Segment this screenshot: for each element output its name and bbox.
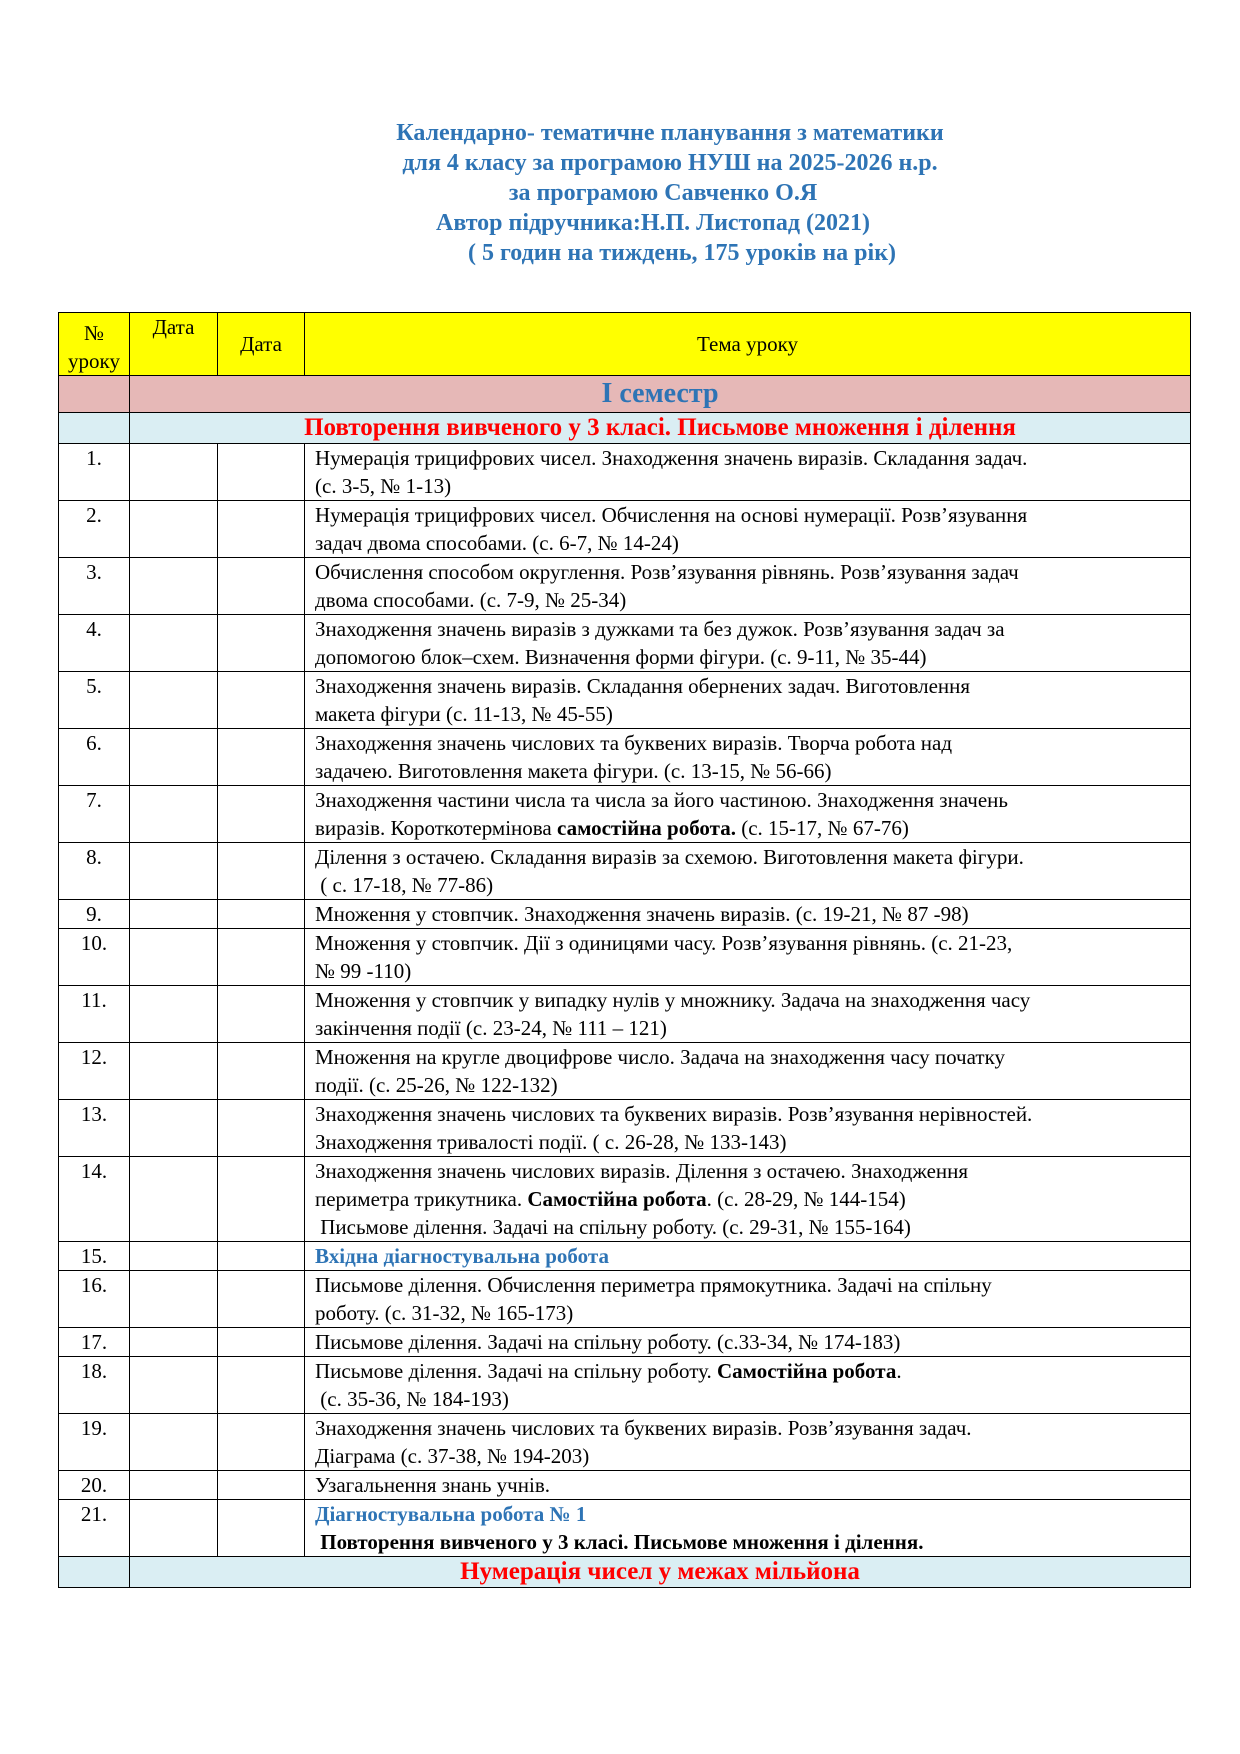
column-header-topic: Тема уроку bbox=[305, 313, 1191, 376]
semester-row bbox=[59, 376, 1191, 413]
section-row bbox=[59, 1557, 1191, 1588]
lesson-topic: Нумерація трицифрових чисел. Обчислення на основі нумерації. Розв’язування задач двома способами. (с. 6-7, № 14-24) bbox=[305, 501, 1191, 558]
lesson-topic: Ділення з остачею. Складання виразів за схемою. Виготовлення макета фігури. ( с. 17-18, № 77-86) bbox=[305, 843, 1191, 900]
lesson-topic: Множення у стовпчик. Знаходження значень виразів. (с. 19-21, № 87 -98) bbox=[305, 900, 1191, 929]
lesson-topic: Письмове ділення. Задачі на спільну роботу. Самостійна робота. (с. 35-36, № 184-193) bbox=[305, 1357, 1191, 1414]
lesson-number: 13. bbox=[59, 1100, 130, 1157]
lesson-number: 4. bbox=[59, 615, 130, 672]
lesson-topic: Знаходження значень числових та буквених виразів. Творча робота над задачею. Виготовлення макета фігури. (с. 13-15, № 56-66) bbox=[305, 729, 1191, 786]
lesson-topic: Множення у стовпчик у випадку нулів у множнику. Задача на знаходження часу закінчення події (с. 23-24, № 111 – 121) bbox=[305, 986, 1191, 1043]
lesson-number: 20. bbox=[59, 1471, 130, 1500]
lesson-number: 2. bbox=[59, 501, 130, 558]
lesson-topic: Знаходження значень виразів. Складання обернених задач. Виготовлення макета фігури (с. 11-13, № 45-55) bbox=[305, 672, 1191, 729]
diagnostic-work-title: Діагностувальна робота № 1 bbox=[315, 1502, 587, 1526]
lesson-number: 6. bbox=[59, 729, 130, 786]
header-program: за програмою Савченко О.Я bbox=[508, 180, 818, 206]
table-row bbox=[59, 615, 1191, 672]
table-row bbox=[59, 729, 1191, 786]
lesson-number: 3. bbox=[59, 558, 130, 615]
header-title-line1: Календарно- тематичне планування з математики bbox=[396, 120, 944, 146]
table-row bbox=[59, 444, 1191, 501]
section-title: Повторення вивченого у 3 класі. Письмове множення і ділення bbox=[130, 413, 1191, 444]
table-row bbox=[59, 929, 1191, 986]
header-title-line2: для 4 класу за програмою НУШ на 2025-2026 н.р. bbox=[402, 150, 938, 176]
independent-work-label: Самостійна робота bbox=[717, 1359, 897, 1383]
section-title: Нумерація чисел у межах мільйона bbox=[130, 1557, 1191, 1588]
independent-work-label: самостійна робота. bbox=[557, 816, 736, 840]
table-row bbox=[59, 1100, 1191, 1157]
table-header-row bbox=[59, 313, 1191, 376]
lesson-topic: Письмове ділення. Обчислення периметра прямокутника. Задачі на спільну роботу. (с. 31-32, № 165-173) bbox=[305, 1271, 1191, 1328]
lesson-number: 21. bbox=[59, 1500, 130, 1557]
lesson-topic: Знаходження значень виразів з дужками та без дужок. Розв’язування задач за допомогою блок–схем. Визначення форми фігури. (с. 9-11, № 35-44) bbox=[305, 615, 1191, 672]
column-header-date-1: Дата bbox=[130, 313, 218, 376]
lesson-number: 12. bbox=[59, 1043, 130, 1100]
lesson-number: 7. bbox=[59, 786, 130, 843]
header-hours: ( 5 годин на тиждень, 175 уроків на рік) bbox=[467, 240, 897, 266]
document-header bbox=[0, 118, 1240, 268]
lesson-number: 1. bbox=[59, 444, 130, 501]
lesson-topic: Знаходження значень числових та буквених виразів. Розв’язування задач. Діаграма (с. 37-38, № 194-203) bbox=[305, 1414, 1191, 1471]
lesson-topic: Обчислення способом округлення. Розв’язування рівнянь. Розв’язування задач двома способами. (с. 7-9, № 25-34) bbox=[305, 558, 1191, 615]
table-row bbox=[59, 1357, 1191, 1414]
lesson-number: 11. bbox=[59, 986, 130, 1043]
lesson-number: 16. bbox=[59, 1271, 130, 1328]
lesson-topic: Знаходження частини числа та числа за його частиною. Знаходження значень виразів. Короткотермінова самостійна робота. (с. 15-17, № 67-76) bbox=[305, 786, 1191, 843]
lesson-number: 9. bbox=[59, 900, 130, 929]
column-header-number: № уроку bbox=[59, 313, 130, 376]
table-row bbox=[59, 558, 1191, 615]
table-row bbox=[59, 501, 1191, 558]
lesson-topic: Нумерація трицифрових чисел. Знаходження значень виразів. Складання задач. (с. 3-5, № 1-13) bbox=[305, 444, 1191, 501]
table-row bbox=[59, 1271, 1191, 1328]
lesson-topic-diagnostic: Вхідна діагностувальна робота bbox=[305, 1242, 1191, 1271]
table-row bbox=[59, 986, 1191, 1043]
lesson-number: 15. bbox=[59, 1242, 130, 1271]
semester-title: І семестр bbox=[130, 376, 1191, 413]
table-row bbox=[59, 786, 1191, 843]
lesson-topic: Знаходження значень числових та буквених виразів. Розв’язування нерівностей. Знаходження тривалості події. ( с. 26-28, № 133-143) bbox=[305, 1100, 1191, 1157]
lesson-number: 19. bbox=[59, 1414, 130, 1471]
table-row bbox=[59, 1500, 1191, 1557]
table-row bbox=[59, 1043, 1191, 1100]
lesson-number: 18. bbox=[59, 1357, 130, 1414]
header-author: Автор підручника:Н.П. Листопад (2021) bbox=[436, 210, 870, 236]
column-header-date-2: Дата bbox=[218, 313, 305, 376]
lesson-topic: Множення у стовпчик. Дії з одиницями часу. Розв’язування рівнянь. (с. 21-23, № 99 -110) bbox=[305, 929, 1191, 986]
lesson-topic: Письмове ділення. Задачі на спільну роботу. (с.33-34, № 174-183) bbox=[305, 1328, 1191, 1357]
independent-work-label: Самостійна робота bbox=[527, 1187, 707, 1211]
lesson-number: 5. bbox=[59, 672, 130, 729]
lesson-topic: Діагностувальна робота № 1 Повторення вивченого у 3 класі. Письмове множення і ділення. bbox=[305, 1500, 1191, 1557]
lesson-topic: Множення на кругле двоцифрове число. Задача на знаходження часу початку події. (с. 25-26, № 122-132) bbox=[305, 1043, 1191, 1100]
lesson-number: 8. bbox=[59, 843, 130, 900]
lesson-topic: Знаходження значень числових виразів. Ділення з остачею. Знаходження периметра трикутника. Самостійна робота. (с. 28-29, № 144-154) Письмове ділення. Задачі на спільну роботу. (с. 29-31, № 155-164) bbox=[305, 1157, 1191, 1242]
table-row bbox=[59, 1157, 1191, 1242]
table-row bbox=[59, 1328, 1191, 1357]
table-row bbox=[59, 1414, 1191, 1471]
lesson-topic: Узагальнення знань учнів. bbox=[305, 1471, 1191, 1500]
lesson-number: 10. bbox=[59, 929, 130, 986]
table-row bbox=[59, 843, 1191, 900]
table-row bbox=[59, 672, 1191, 729]
plan-table bbox=[58, 312, 1191, 1588]
lesson-number: 17. bbox=[59, 1328, 130, 1357]
table-row bbox=[59, 1242, 1191, 1271]
lesson-number: 14. bbox=[59, 1157, 130, 1242]
section-row bbox=[59, 413, 1191, 444]
table-row bbox=[59, 900, 1191, 929]
table-row bbox=[59, 1471, 1191, 1500]
